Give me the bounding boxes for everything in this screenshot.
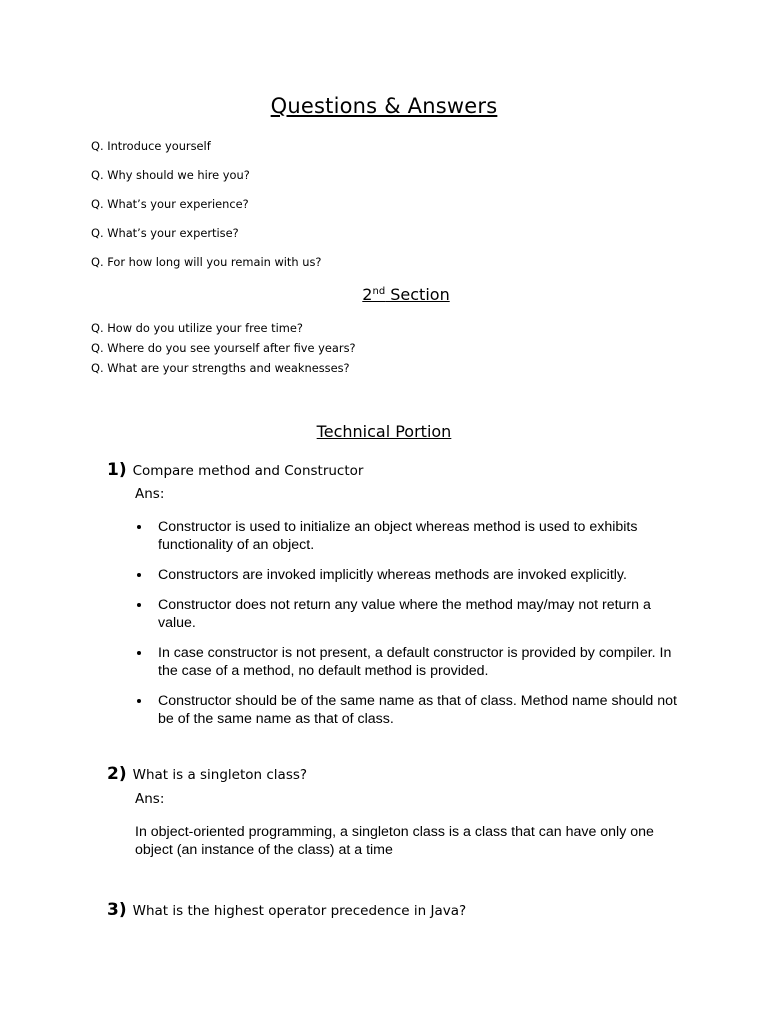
question-item: Q. Why should we hire you? (91, 168, 250, 182)
intro-question-list (91, 139, 321, 284)
question-item: Q. Introduce yourself (91, 139, 211, 153)
question-text: What is the highest operator precedence in Java? (132, 903, 467, 919)
technical-heading: Technical Portion (316, 422, 452, 441)
section-2-label: Section (385, 285, 450, 304)
question-text: What is a singleton class? (132, 767, 308, 783)
question-item: Q. Where do you see yourself after five years? (91, 341, 356, 355)
bullet-item: Constructors are invoked implicitly whereas methods are invoked explicitly. (135, 566, 680, 584)
section-2-heading (0, 285, 768, 304)
question-item: Q. How do you utilize your free time? (91, 321, 303, 335)
question-number: 1) (107, 460, 127, 480)
answer-label: Ans: (135, 486, 165, 502)
bullet-item: Constructor should be of the same name as that of class. Method name should not be of the same name as that of class. (135, 692, 680, 728)
question-item: Q. What are your strengths and weaknesses? (91, 361, 350, 375)
technical-question-1 (107, 460, 363, 480)
question-number: 2) (107, 764, 127, 784)
bullet-item: In case constructor is not present, a default constructor is provided by compiler. In the case of a method, no default method is provided. (135, 644, 680, 680)
answer-paragraph: In object-oriented programming, a singleton class is a class that can have only one object (an instance of the class) at a time (135, 824, 654, 858)
section-2-superscript: nd (372, 286, 386, 297)
question-item: Q. What’s your experience? (91, 197, 249, 211)
question-item: Q. What’s your expertise? (91, 226, 239, 240)
bullet-item: Constructor is used to initialize an object whereas method is used to exhibits functionality of an object. (135, 518, 680, 554)
technical-question-2 (107, 764, 307, 784)
section-2-number: 2 (362, 285, 373, 304)
page-title: Questions & Answers (270, 94, 498, 118)
answer-bullet-list (135, 518, 680, 740)
answer-label: Ans: (135, 791, 165, 807)
technical-question-3 (107, 900, 466, 920)
question-text: Compare method and Constructor (132, 463, 364, 479)
bullet-item: Constructor does not return any value where the method may/may not return a value. (135, 596, 680, 632)
question-item: Q. For how long will you remain with us? (91, 255, 322, 269)
section-2-question-list (91, 321, 356, 381)
question-number: 3) (107, 900, 127, 920)
